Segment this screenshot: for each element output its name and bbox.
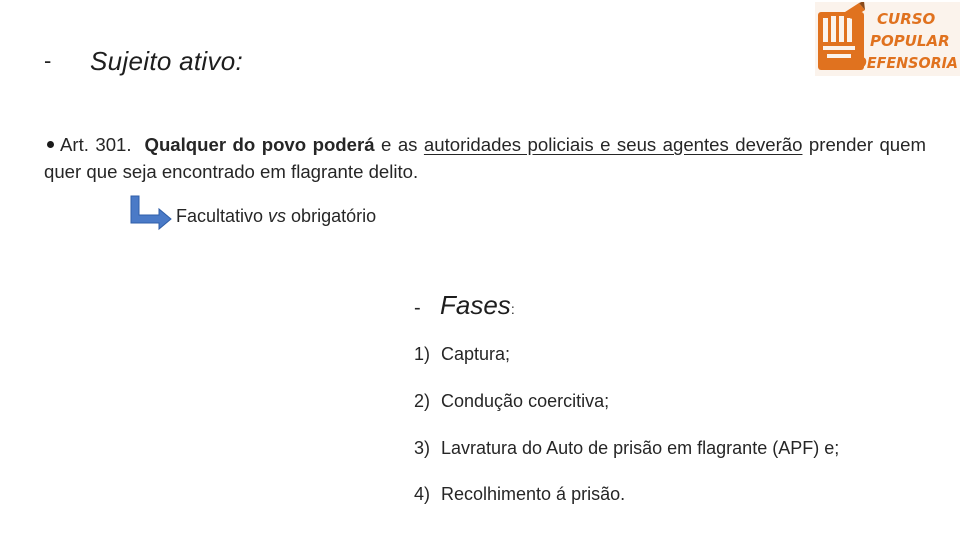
fases-dash: - [414,297,421,319]
article-bold-phrase: Qualquer do povo poderá [144,134,375,155]
article-connector: e as [381,134,418,155]
article-prefix: Art. 301. [60,134,132,155]
title-dash: - [44,48,52,73]
article-paragraph [44,131,926,185]
list-item: 2) Condução coercitiva; [414,391,610,411]
fases-colon: : [510,301,515,317]
svg-text:DEFENSORIA: DEFENSORIA [855,54,958,72]
svg-text:CURSO: CURSO [877,10,936,28]
note-text: Facultativo vs obrigatório [176,206,377,226]
list-item: 3) Lavratura do Auto de prisão em flagrante (APF) e; [414,438,840,458]
raised-fist-pencil-icon [815,2,960,76]
list-item: 4) Recolhimento á prisão. [414,484,626,504]
fases-title: Fases [440,290,511,320]
article-underlined-phrase: autoridades policiais e seus agentes deverão [423,134,803,155]
title-row [44,44,243,78]
fases-section [414,290,934,504]
note-italic: vs [268,206,287,226]
fases-heading [414,290,934,330]
svg-text:POPULAR: POPULAR [870,32,950,50]
article-rest: prender quem quer que seja encontrado em flagrante delito. [44,134,926,182]
slide-title: Sujeito ativo: [90,45,244,76]
corner-arrow-icon [126,192,176,232]
list-item: 1) Captura; [414,344,511,364]
curso-popular-defensoria-logo [815,2,960,76]
bullet-icon [47,141,54,148]
